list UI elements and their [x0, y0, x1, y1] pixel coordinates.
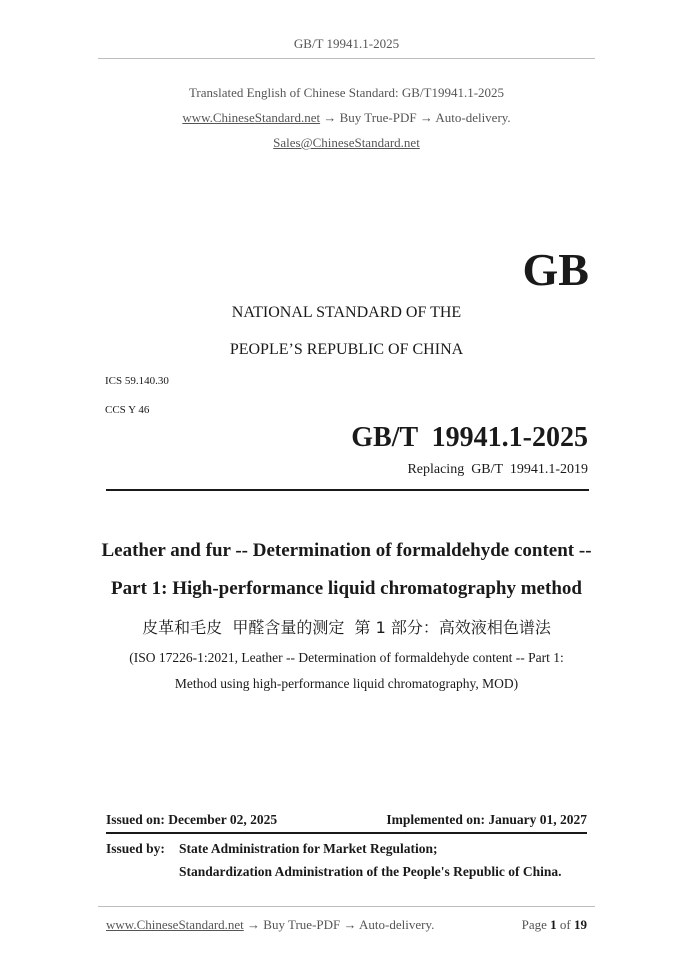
footer-divider [98, 906, 595, 907]
issued-on: Issued on: December 02, 2025 [106, 812, 278, 827]
sales-email-link[interactable]: Sales@ChineseStandard.net [273, 135, 420, 150]
number-divider [106, 489, 589, 491]
buy-text: Buy True-PDF [339, 110, 417, 125]
ccs-code: CCS Y 46 [105, 404, 150, 416]
delivery-text: Auto-delivery. [435, 110, 511, 125]
page-number: 1 [550, 917, 557, 932]
footer-delivery-text: Auto-delivery. [359, 917, 435, 932]
title-line2: Part 1: High-performance liquid chromatography method [111, 578, 582, 599]
footer-promo [106, 917, 434, 933]
footer-buy-text: Buy True-PDF [263, 917, 341, 932]
replacing-note: Replacing GB/T 19941.1-2019 [407, 462, 588, 477]
translation-note: Translated English of Chinese Standard: GB/T19941.1-2025 [188, 85, 505, 100]
gb-mark: GB [522, 244, 589, 295]
arrow-icon: → [419, 110, 433, 125]
arrow-icon: → [247, 917, 261, 932]
arrow-icon: → [323, 110, 337, 125]
chinese-title: 皮革和毛皮 甲醛含量的测定 第 1 部分：高效液相色谱法 [142, 618, 551, 637]
page-indicator [522, 917, 587, 933]
footer-site-link[interactable]: www.ChineseStandard.net [106, 917, 244, 932]
title-line1: Leather and fur -- Determination of formaldehyde content -- [101, 540, 592, 561]
arrow-icon: → [343, 917, 357, 932]
site-link[interactable]: www.ChineseStandard.net [182, 110, 321, 125]
header-divider [98, 58, 595, 59]
iso-line2: Method using high-performance liquid chromatography, MOD) [174, 676, 519, 691]
ics-code: ICS 59.140.30 [105, 375, 169, 387]
promo-line [0, 110, 693, 126]
page-label: Page [521, 917, 547, 932]
of-label: of [559, 917, 571, 932]
dates-divider [106, 832, 587, 834]
sales-line [0, 135, 693, 151]
issued-by-label: Issued by: [106, 841, 165, 856]
running-header: GB/T 19941.1-2025 [293, 36, 400, 51]
issuer-1: State Administration for Market Regulation; [179, 841, 438, 856]
implemented-on: Implemented on: January 01, 2027 [386, 812, 587, 827]
standard-number: GB/T 19941.1-2025 [351, 422, 588, 453]
iso-line1: (ISO 17226-1:2021, Leather -- Determination of formaldehyde content -- Part 1: [129, 650, 564, 665]
national-standard-line1: NATIONAL STANDARD OF THE [231, 304, 462, 321]
national-standard-line2: PEOPLE’S REPUBLIC OF CHINA [229, 341, 464, 358]
page-total: 19 [574, 917, 587, 932]
issuer-2: Standardization Administration of the People's Republic of China. [179, 864, 562, 879]
